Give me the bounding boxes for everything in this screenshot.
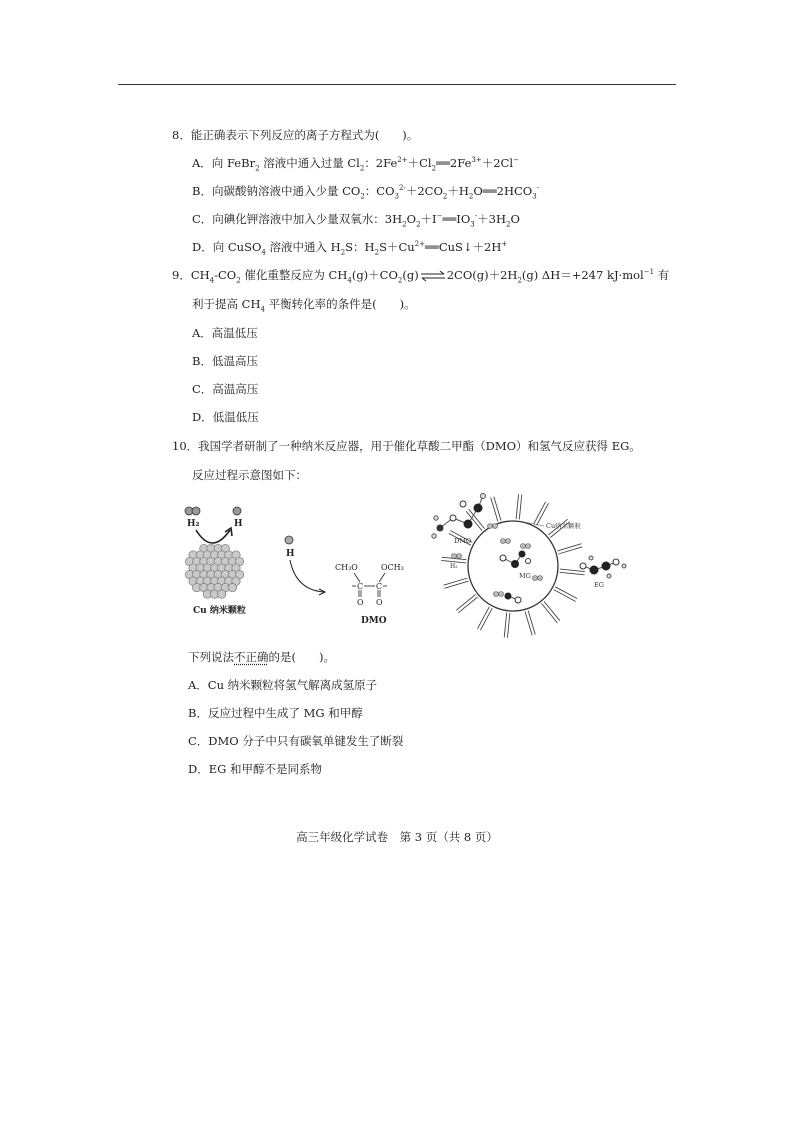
eg-molecule-icon — [580, 556, 626, 578]
q8-option-c: C．向碘化钾溶液中加入少量双氧水：$3H_2O_2+I^-══IO_3^-+3H_2O$ — [192, 212, 520, 229]
pore-channel-icon — [494, 497, 501, 521]
h-atom-icon — [233, 507, 241, 515]
q8-stem: 8．能正确表示下列反应的离子方程式为( )。 — [172, 128, 419, 142]
pore-channel-icon — [528, 611, 535, 635]
pore-channel-icon — [456, 595, 475, 611]
nano-reactor-icon — [432, 494, 626, 638]
pore-channel-icon — [444, 578, 468, 585]
q9-option-c: C．高温高压 — [192, 382, 259, 396]
q8-option-b: B．向碳酸钠溶液中通入少量 $CO_2$：$CO_3^{2-}+2CO_2+H_2O══2HCO_3^-$ — [192, 184, 540, 201]
mg-molecule-icon — [500, 551, 531, 569]
q10-intro: 反应过程示意图如下： — [192, 468, 307, 482]
equilibrium-arrow-icon — [420, 271, 446, 281]
q9-option-d: D．低温低压 — [192, 410, 259, 424]
q9-line2: 利于提高 $CH_4$ 平衡转化率的条件是( )。 — [192, 297, 416, 314]
q8-option-a: A．向 FeBr$_2$ 溶液中通入过量 $Cl_2$：$2Fe^{2+}+Cl_2══2Fe^{3+}+2Cl^-$ — [192, 156, 519, 173]
pore-channel-icon — [560, 572, 585, 575]
pore-channel-icon — [560, 569, 585, 572]
cu-atom-icon — [228, 583, 236, 591]
h-label: H — [234, 519, 243, 529]
dmo-o-left: O — [357, 598, 364, 607]
cu-nanoparticle-icon — [185, 544, 243, 598]
reactor-h2-label: H₂ — [450, 563, 458, 570]
q10-option-c: C．DMO 分子中只有碳氧单键发生了断裂 — [188, 734, 404, 748]
dmo-label: DMO — [361, 616, 387, 626]
pore-channel-icon — [519, 495, 522, 520]
dmo-c-left: C — [357, 582, 364, 591]
q9-option-b: B．低温高压 — [192, 354, 258, 368]
page-footer: 高三年级化学试卷 第 3 页（共 8 页） — [296, 830, 498, 844]
cu-particle-label: Cu 纳米颗粒 — [193, 606, 246, 616]
q9-line1: 9．$CH_4-CO_2$ 催化重整反应为 $CH_4(g)+CO_2(g)$ $2CO(g)+2H_2(g)$ ΔH＝+247 kJ·mol$^{-1}$ 有 — [172, 268, 670, 285]
reactor-mg-label: MG — [519, 572, 531, 580]
cu-atom-icon — [218, 590, 226, 598]
dissociation-arrow-icon — [196, 530, 230, 543]
header-rule — [118, 84, 676, 85]
reactor-dmo-label: DMO — [454, 537, 472, 545]
reactor-cu-label: Cu纳米颗粒 — [546, 522, 582, 530]
q10-option-a: A．Cu 纳米颗粒将氢气解离成氢原子 — [188, 678, 378, 692]
h-atom-icon — [285, 536, 293, 544]
pore-channel-icon — [559, 547, 583, 554]
h-atom-label: H — [286, 549, 295, 559]
methanol-molecule-icon — [505, 593, 522, 604]
reaction-diagram — [178, 486, 634, 642]
reactor-eg-label: EG — [594, 581, 604, 589]
q10-option-d: D．EG 和甲醇不是同系物 — [188, 762, 322, 776]
q9-option-a: A．高温低压 — [192, 326, 258, 340]
h2-molecule-icon — [185, 507, 200, 515]
q10-question: 下列说法不正确的是( )。 — [188, 650, 335, 664]
q10-option-b: B．反应过程中生成了 MG 和甲醇 — [188, 706, 363, 720]
dmo-c-right: C — [376, 582, 383, 591]
pore-channel-icon — [525, 612, 532, 636]
pore-channel-icon — [504, 613, 507, 638]
pore-channel-icon — [516, 494, 519, 519]
reaction-arrow-icon — [290, 560, 324, 592]
pore-channel-icon — [458, 597, 477, 613]
q8-option-d: D．向 CuSO$_4$ 溶液中通入 $H_2S$：$H_2S+Cu^{2+}══CuS↓+2H^+$ — [192, 240, 508, 257]
h2-label: H₂ — [187, 519, 200, 529]
pore-channel-icon — [507, 613, 510, 638]
dmo-o-right: O — [376, 598, 383, 607]
dmo-och3-label: OCH₃ — [381, 563, 404, 572]
pore-channel-icon — [542, 603, 558, 622]
pore-channel-icon — [445, 581, 469, 588]
q10-stem: 10．我国学者研制了一种纳米反应器，用于催化草酸二甲酯（DMO）和氢气反应获得 EG。 — [172, 439, 641, 453]
dmo-molecule-icon — [432, 494, 486, 539]
pore-channel-icon — [558, 544, 582, 551]
pore-channel-icon — [544, 601, 560, 620]
dmo-ch3o-label: CH₃O — [335, 563, 358, 572]
pore-channel-icon — [491, 498, 498, 522]
